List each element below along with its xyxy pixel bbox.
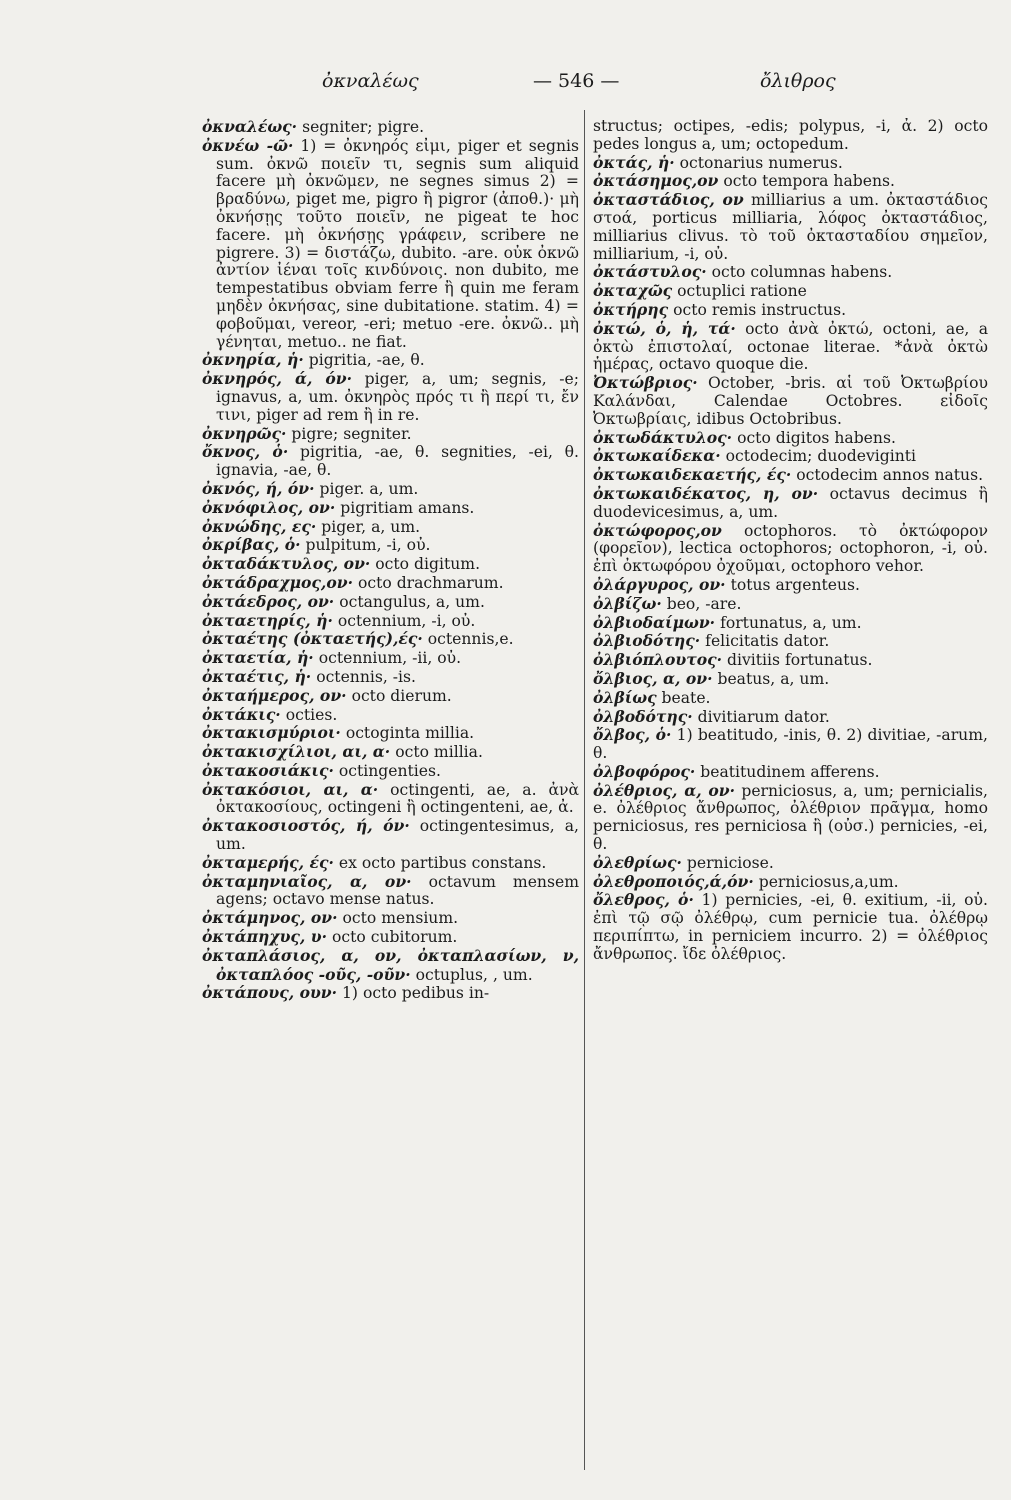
entry-headword: ὀκτάσημος,ον — [593, 171, 719, 191]
dictionary-entry — [202, 706, 579, 725]
entry-definition: octuplici ratione — [677, 282, 807, 301]
entry-headword: ὀκταδάκτυλος, ον· — [202, 554, 371, 574]
dictionary-entry — [593, 708, 988, 727]
dictionary-entry — [593, 651, 988, 670]
entry-definition: perniciosus, a, um; pernicialis, e. ὀλέθριος ἄνθρωπος, ὀλέθριον πρᾶγμα, homo perniciosus, res perniciosa ἢ (οὐσ.) pernicies, -ei, θ. — [593, 781, 988, 854]
entry-headword: ὀκναλέως· — [202, 118, 298, 136]
dictionary-entry — [593, 614, 988, 633]
dictionary-entry — [593, 191, 988, 263]
entry-definition: octingentesimus, a, um. — [216, 817, 579, 854]
entry-headword: ὀλέθριος, α, ον· — [593, 780, 736, 800]
entry-definition: octo millia. — [395, 743, 483, 762]
header-left-word: ὀκναλέως — [322, 70, 419, 92]
dictionary-entry — [593, 689, 988, 708]
entry-headword: ὀκνηρῶς· — [202, 423, 287, 443]
dictionary-entry — [202, 762, 579, 781]
entry-definition: pigre; segniter. — [291, 424, 412, 443]
dictionary-entry — [593, 282, 988, 301]
dictionary-entry — [593, 670, 988, 689]
entry-definition: octodecim; duodeviginti — [725, 447, 917, 466]
dictionary-entry — [202, 649, 579, 668]
dictionary-entry — [593, 320, 988, 374]
entry-headword: ὀκτακισμύριοι· — [202, 723, 341, 743]
dictionary-entry — [593, 576, 988, 595]
dictionary-entry — [593, 118, 988, 154]
dictionary-entry — [202, 668, 579, 687]
dictionary-entry — [593, 632, 988, 651]
entry-headword: ὀκτάπηχυς, υ· — [202, 927, 328, 947]
dictionary-entry — [202, 351, 579, 370]
dictionary-entry — [202, 443, 579, 480]
entry-definition: octennis,e. — [427, 630, 514, 649]
dictionary-entry — [593, 301, 988, 320]
column-divider — [584, 110, 585, 1470]
entry-definition: octophoros. τὸ ὀκτώφορον (φορεῖον), lectica octophoros; octophoron, -i, οὐ. ἐπὶ ὀκτωφόρου ὀχοῦμαι, octophoro vehor. — [593, 521, 988, 576]
dictionary-entry — [202, 817, 579, 854]
dictionary-entry — [202, 425, 579, 444]
entry-definition: octingenti, ae, a. ἀνὰ ὀκτακοσίους, octingeni ἢ octingenteni, ae, ἀ. — [216, 780, 579, 817]
entry-headword: ὀλβιοδότης· — [593, 631, 701, 651]
entry-definition: pigritia, -ae, θ. segnities, -ei, θ. ignavia, -ae, θ. — [216, 443, 579, 480]
entry-definition: felicitatis dator. — [705, 632, 830, 651]
entry-headword: ὀλβιοδαίμων· — [593, 612, 716, 632]
entry-definition: pigritiam amans. — [340, 498, 475, 517]
dictionary-entry — [593, 447, 988, 466]
left-column — [202, 118, 579, 1458]
entry-headword: ὀκτάπους, ουν· — [202, 983, 338, 1003]
dictionary-entry — [202, 137, 579, 352]
entry-definition: fortunatus, a, um. — [720, 613, 862, 632]
entry-headword: ὀλβοφόρος· — [593, 761, 696, 781]
entry-definition: piger, a, um; segnis, -e; ignavus, a, um. ὀκνηρὸς πρός τι ἢ περί τι, ἔν τινι, piger ad rem ἢ in re. — [216, 370, 579, 424]
dictionary-entry — [202, 612, 579, 631]
dictionary-entry — [202, 947, 579, 985]
dictionary-entry — [202, 630, 579, 649]
dictionary-entry — [202, 928, 579, 947]
entry-headword: ὀκτακοσιοστός, ή, όν· — [202, 816, 410, 836]
entry-definition: octavum mensem agens; octavo mense natus. — [216, 872, 579, 909]
dictionary-entry — [593, 429, 988, 448]
dictionary-entry — [593, 873, 988, 892]
entry-definition: octennium, -i, οὐ. — [337, 611, 476, 630]
entry-headword: ὀκνόφιλος, ον· — [202, 497, 336, 517]
entry-definition: octingenties. — [338, 761, 441, 780]
entry-definition: beo, -are. — [666, 594, 742, 613]
entry-headword: ὀλεθροποιός,ά,όν· — [593, 871, 754, 891]
dictionary-entry — [593, 763, 988, 782]
dictionary-entry — [593, 891, 988, 963]
entry-headword: ὀκτάεδρος, ον· — [202, 591, 335, 611]
dictionary-entry — [593, 854, 988, 873]
dictionary-entry — [593, 485, 988, 522]
entry-headword: ὀκτωδάκτυλος· — [593, 427, 733, 447]
dictionary-entry — [202, 555, 579, 574]
entry-definition: octonarius numerus. — [679, 153, 843, 172]
entry-definition: octennis, -is. — [316, 667, 417, 686]
entry-definition: divitiarum dator. — [697, 707, 830, 726]
entry-headword: ὀκτάς, ἡ· — [593, 152, 675, 172]
entry-headword: ὀκτωκαιδεκαετής, ές· — [593, 465, 792, 485]
entry-definition: pigritia, -ae, θ. — [308, 351, 425, 370]
dictionary-entry — [202, 873, 579, 910]
entry-headword: ὀκνηρός, ά, όν· — [202, 369, 353, 389]
dictionary-entry — [593, 782, 988, 854]
entry-definition: ex octo partibus constans. — [338, 853, 547, 872]
dictionary-entry — [202, 909, 579, 928]
entry-definition: perniciose. — [686, 853, 774, 872]
dictionary-entry — [202, 499, 579, 518]
entry-headword: ὀκτήρης — [593, 299, 669, 319]
entry-definition: octo ἀνὰ ὀκτώ, octoni, ae, a ὀκτὼ ἐπιστολαί, octonae literae. *ἀνὰ ὀκτὼ ἡμέρας, octavo quoque die. — [593, 319, 988, 374]
entry-definition: octennium, -ii, οὐ. — [318, 649, 462, 668]
entry-headword: ὀκταετία, ἡ· — [202, 648, 314, 668]
entry-definition: 1) pernicies, -ei, θ. exitium, -ii, οὐ. ἐπὶ τῷ σῷ ὀλέθρῳ, cum pernicie tua. ὀλέθρῳ περιπίπτω, in perniciem incurro. 2) = ὀλέθριος ἄνθρωπος. ἴδε ὀλέθριος. — [593, 891, 988, 963]
entry-definition: octo dierum. — [351, 686, 452, 705]
dictionary-entry — [202, 724, 579, 743]
dictionary-entry — [593, 263, 988, 282]
dictionary-entry — [593, 466, 988, 485]
entry-headword: ὀκταμηνιαῖος, α, ον· — [202, 871, 412, 891]
entry-definition: beatus, a, um. — [717, 669, 830, 688]
entry-definition: 1) = ὀκνηρός εἰμι, piger et segnis sum. ὀκνῶ ποιεῖν τι, segnis sum aliquid facere μὴ ὀκνῶμεν, ne segnes simus 2) = βραδύνω, piget me, pigro ἢ pigror (ἀποθ.)· μὴ ὀκνήσῃς τοῦτο ποιεῖν, ne pigeat te hoc facere. μὴ ὀκνήσῃς γράφειν, scribere ne pigrere. 3) = διστάζω, dubito. -are. οὐκ ὀκνῶ ἀντίον ἰέναι τοῖς κινδύνοις. non dubito, me tempestatibus obviam ferre ἢ quin me feram μηδὲν ὀκνήσας, sine dubitatione. statim. 4) = φοβοῦμαι, vereor, -eri; metuo -ere. ὀκνῶ.. μὴ γένηται, metuo.. ne fiat. — [216, 136, 579, 351]
entry-definition: pulpitum, -i, οὐ. — [305, 536, 431, 555]
entry-definition: divitiis fortunatus. — [727, 651, 873, 670]
entry-definition: structus; octipes, -edis; polypus, -i, ἀ. 2) octo pedes longus a, um; octopedum. — [593, 118, 988, 153]
entry-definition: octies. — [285, 705, 338, 724]
entry-headword: ὀλβοδότης· — [593, 706, 693, 726]
entry-headword: ὀκνηρία, ἡ· — [202, 350, 304, 370]
dictionary-entry — [202, 574, 579, 593]
dictionary-entry — [202, 518, 579, 537]
entry-headword: ὄλβος, ὁ· — [593, 725, 672, 745]
entry-definition: beate. — [661, 688, 711, 707]
entry-headword: ὀκτακοσιάκις· — [202, 760, 334, 780]
entry-headword: ὀκτακισχίλιοι, αι, α· — [202, 742, 391, 762]
dictionary-entry — [202, 854, 579, 873]
entry-definition: totus argenteus. — [730, 575, 860, 594]
entry-definition: octuplus, , um. — [415, 965, 533, 984]
entry-headword: ὀκτάμηνος, ον· — [202, 908, 338, 928]
entry-headword: ὄλεθρος, ὁ· — [593, 890, 694, 910]
dictionary-entry — [593, 374, 988, 428]
entry-headword: ὀκνέω -ῶ· — [202, 135, 294, 155]
entry-headword: ὀλβίζω· — [593, 593, 662, 613]
dictionary-entry — [202, 984, 579, 1003]
entry-definition: octo tempora habens. — [723, 172, 895, 191]
entry-definition: octo digitos habens. — [737, 428, 896, 447]
dictionary-entry — [593, 172, 988, 191]
entry-definition: octoginta millia. — [345, 724, 475, 743]
dictionary-entry — [593, 522, 988, 576]
entry-headword: ὀκτάκις· — [202, 704, 281, 724]
entry-definition: beatitudinem afferens. — [700, 762, 880, 781]
entry-definition: octavus decimus ἢ duodevicesimus, a, um. — [593, 484, 988, 521]
entry-headword: ὀκτάδραχμος,ον· — [202, 572, 353, 592]
entry-definition: perniciosus,a,um. — [758, 872, 899, 891]
entry-definition: piger. a, um. — [319, 479, 419, 498]
entry-headword: ὀκνώδης, ες· — [202, 516, 317, 536]
entry-definition: octo mensium. — [342, 909, 459, 928]
entry-headword: ὀκταπλάσιος, α, ον, ὀκταπλασίων, ν, ὀκταπλόος -οῦς, -οῦν· — [202, 945, 579, 984]
entry-headword: ὀλεθρίως· — [593, 852, 682, 872]
entry-definition: octo remis instructus. — [673, 300, 847, 319]
dictionary-entry — [202, 687, 579, 706]
entry-headword: Ὀκτώβριος· — [593, 373, 698, 393]
page-number: — 546 — — [533, 70, 620, 92]
entry-headword: ὀλάργυρος, ον· — [593, 574, 726, 594]
entry-definition: 1) octo pedibus in- — [342, 984, 490, 1003]
entry-definition: piger, a, um. — [321, 517, 421, 536]
entry-headword: ὀκτάστυλος· — [593, 262, 707, 282]
entry-definition: milliarius a um. ὀκταστάδιος στοά, porticus milliaria, λόφος ὀκταστάδιος, milliarius clivus. τὸ τοῦ ὀκτασταδίου σημεῖον, milliarium, -i, οὐ. — [593, 191, 988, 263]
entry-headword: ὄλβιος, α, ον· — [593, 668, 713, 688]
right-column — [593, 118, 988, 1458]
dictionary-entry — [202, 743, 579, 762]
dictionary-entry — [202, 536, 579, 555]
entry-headword: ὀκτωκαιδέκατος, η, ον· — [593, 483, 819, 503]
dictionary-entry — [202, 118, 579, 137]
entry-headword: ὀλβιόπλουτος· — [593, 650, 723, 670]
entry-headword: ὀκταχῶς — [593, 281, 673, 301]
dictionary-entry — [593, 154, 988, 173]
entry-definition: octo cubitorum. — [331, 928, 458, 947]
entry-definition: October, -bris. αἱ τοῦ Ὀκτωβρίου Καλάνδαι, Calendae Octobres. εἰδοῖς Ὀκτωβρίαις, idibus Octobribus. — [593, 374, 988, 428]
entry-headword: ὀκταέτις, ἡ· — [202, 666, 312, 686]
entry-definition: segniter; pigre. — [302, 118, 425, 136]
entry-definition: octodecim annos natus. — [796, 466, 984, 485]
page-header — [0, 70, 1011, 102]
entry-headword: ὀκταστάδιος, ον — [593, 190, 744, 210]
entry-headword: ὀκταετηρίς, ἡ· — [202, 610, 333, 630]
dictionary-entry — [202, 370, 579, 424]
header-right-word: ὄλιθρος — [760, 70, 836, 92]
entry-headword: ὀκταήμερος, ον· — [202, 685, 347, 705]
entry-headword: ὀκνός, ή, όν· — [202, 478, 315, 498]
dictionary-entry — [202, 480, 579, 499]
entry-headword: ὀλβίως — [593, 687, 657, 707]
entry-definition: octo digitum. — [375, 555, 481, 574]
entry-headword: ὀκταέτης (ὀκταετής),ές· — [202, 629, 423, 649]
entry-headword: ὄκνος, ὁ· — [202, 442, 289, 462]
entry-headword: ὀκτακόσιοι, αι, α· — [202, 779, 379, 799]
entry-definition: octo drachmarum. — [357, 573, 504, 592]
dictionary-entry — [202, 781, 579, 818]
entry-headword: ὀκρίβας, ὁ· — [202, 535, 301, 555]
dictionary-entry — [202, 593, 579, 612]
dictionary-entry — [593, 726, 988, 763]
entry-headword: ὀκτώφορος,ον — [593, 520, 722, 540]
entry-definition: 1) beatitudo, -inis, θ. 2) divitiae, -arum, θ. — [593, 726, 988, 763]
entry-definition: octangulus, a, um. — [339, 592, 485, 611]
entry-headword: ὀκτώ, ὁ, ἡ, τά· — [593, 318, 736, 338]
entry-definition: octo columnas habens. — [711, 263, 893, 282]
entry-headword: ὀκτωκαίδεκα· — [593, 446, 721, 466]
entry-headword: ὀκταμερής, ές· — [202, 852, 334, 872]
dictionary-entry — [593, 595, 988, 614]
